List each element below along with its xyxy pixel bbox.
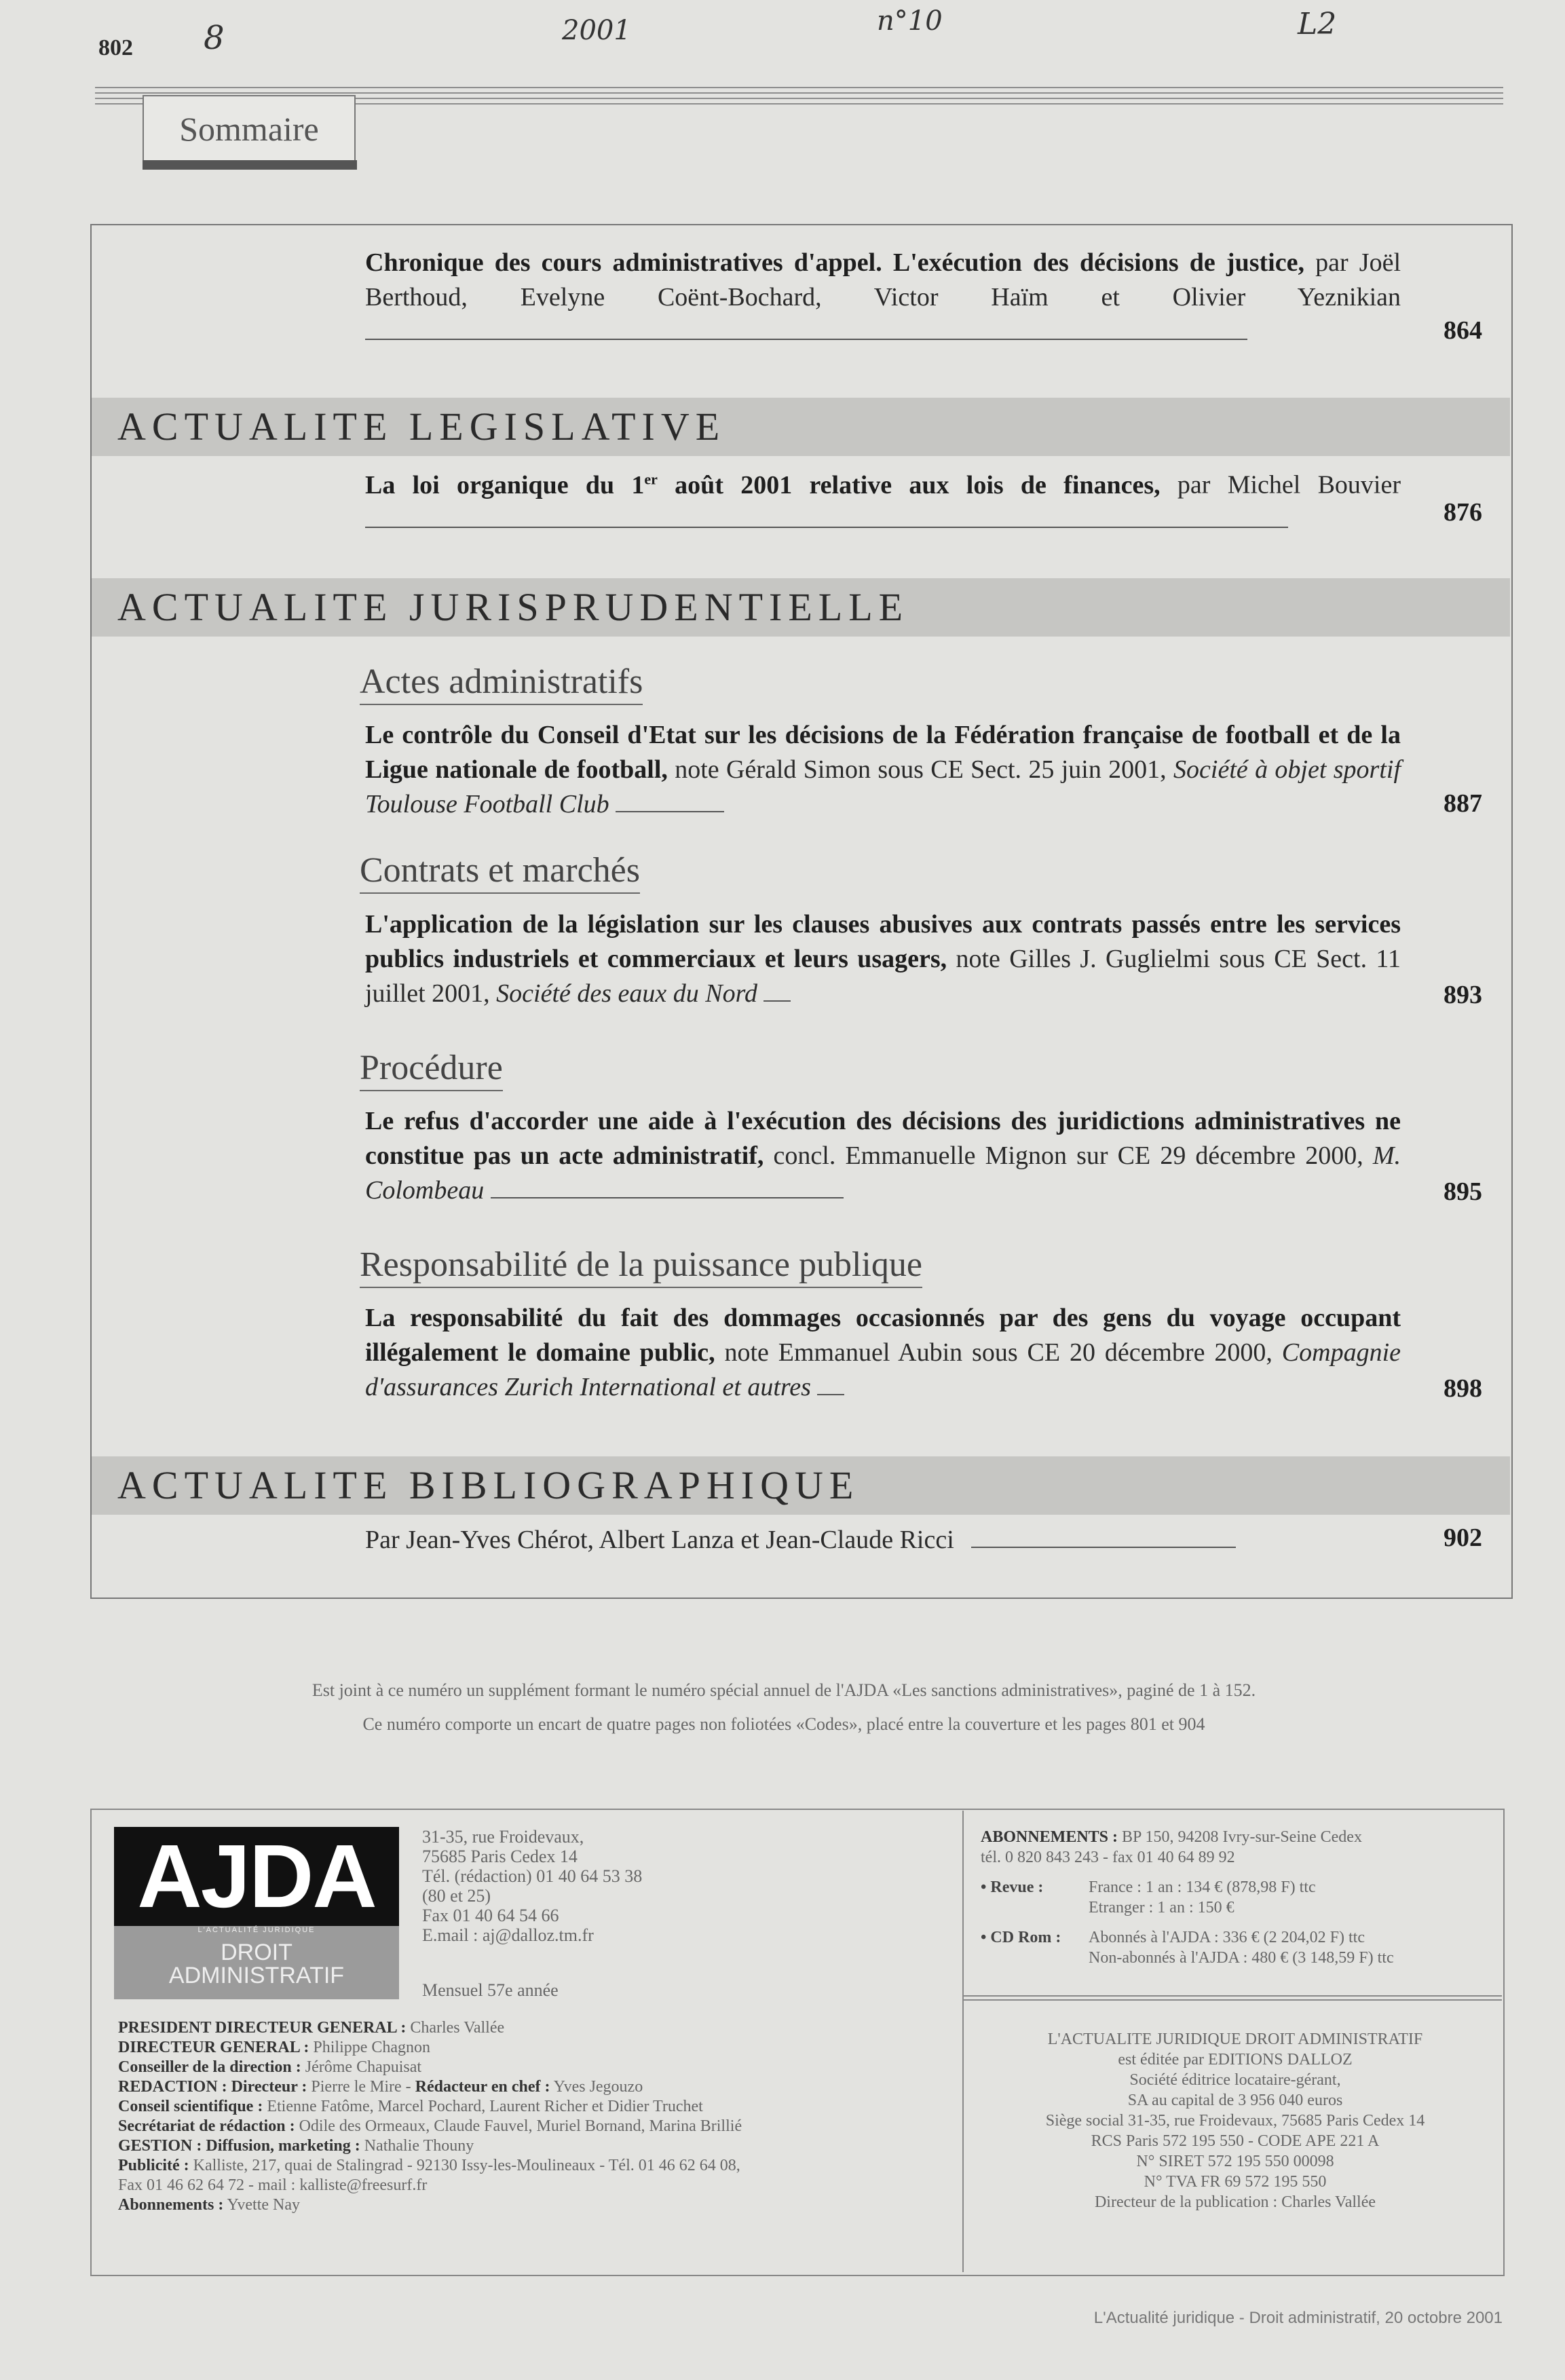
subscriptions-header: ABONNEMENTS : BP 150, 94208 Ivry-sur-Seine Cedex [981,1828,1362,1846]
staff-line: PRESIDENT DIRECTEUR GENERAL : Charles Vallée [118,2019,505,2037]
logo-tagline: L'ACTUALITÉ JURIDIQUE [197,1926,316,1934]
staff-line: Publicité : Kalliste, 217, quai de Stalingrad - 92130 Issy-les-Moulineaux - Tél. 01 46 62 64 08, [118,2157,740,2174]
subheading-contrats: Contrats et marchés [360,850,640,894]
logo-subtitle: DROIT ADMINISTRATIF [168,1940,345,1988]
supplement-note: Est joint à ce numéro un supplément formant le numéro spécial annuel de l'AJDA «Les sanctions administratives», paginé de 1 à 152. [312,1680,1256,1700]
staff-line: GESTION : Diffusion, marketing : Nathalie Thouny [118,2137,474,2155]
revue-price: France : 1 an : 134 € (878,98 F) ttc [1089,1878,1316,1896]
subheading-actes: Actes administratifs [360,662,643,705]
section-label-bar [143,160,357,170]
subheading-procedure: Procédure [360,1048,503,1091]
logo-title: AJDA [114,1827,399,1926]
editorial-address: 31-35, rue Froidevaux, 75685 Paris Cedex 14 Tél. (rédaction) 01 40 64 53 38 (80 et 25) Fax 01 40 64 54 66 E.mail : aj@dalloz.tm.fr [422,1827,643,1945]
toc-entry-responsabilite: La responsabilité du fait des dommages occasionnés par des gens du voyage occupant illégalement le domaine public, note Emmanuel Aubin sous CE 20 décembre 2000, Compagnie d'assurances Zurich International et autres [365,1304,1401,1401]
toc-entry-chronique: Chronique des cours administratives d'appel. L'exécution des décisions de justice, par Joël Berthoud, Evelyne Coënt-Bochard, Victor Haïm et Olivier Yeznikian [365,246,1401,350]
page-ref: 893 [1444,981,1482,1009]
handwritten-note: 8 [204,19,225,57]
staff-line: Conseiller de la direction : Jérôme Chapuisat [118,2058,422,2076]
page-ref: 864 [1444,316,1482,345]
publisher-divider [964,1995,1502,1997]
publisher-divider [964,1999,1502,2001]
section-heading: ACTUALITE JURISPRUDENTIELLE [117,585,909,629]
section-band-legislative [92,398,1510,456]
toc-entry-bibliographie: Par Jean-Yves Chérot, Albert Lanza et Jean-Claude Ricci [365,1523,1401,1557]
staff-line: Fax 01 46 62 64 72 - mail : kalliste@freesurf.fr [118,2176,428,2194]
staff-line: REDACTION : Directeur : Pierre le Mire - Rédacteur en chef : Yves Jegouzo [118,2078,643,2096]
insert-note: Ce numéro comporte un encart de quatre pages non foliotées «Codes», placé entre la couverture et les pages 801 et 904 [362,1714,1205,1734]
section-heading: ACTUALITE LEGISLATIVE [117,404,726,449]
section-band-jurisprudentielle [92,578,1510,637]
page-ref: 895 [1444,1177,1482,1206]
cdrom-label: • CD Rom : [981,1929,1061,1946]
staff-line: Abonnements : Yvette Nay [118,2196,301,2214]
staff-line: Conseil scientifique : Etienne Fatôme, Marcel Pochard, Laurent Richer et Didier Truchet [118,2098,703,2115]
section-label: Sommaire [143,95,356,163]
cdrom-price: Non-abonnés à l'AJDA : 480 € (3 148,59 F) ttc [1089,1949,1394,1967]
revue-price: Etranger : 1 an : 150 € [1089,1899,1234,1916]
staff-line: DIRECTEUR GENERAL : Philippe Chagnon [118,2039,431,2056]
subscriptions-contact: tél. 0 820 843 243 - fax 01 40 64 89 92 [981,1849,1235,1866]
toc-entry-actes: Le contrôle du Conseil d'Etat sur les décisions de la Fédération française de football et de la Ligue nationale de football, note Gérald Simon sous CE Sect. 25 juin 2001, Société à objet sportif Toulouse Football Club [365,721,1401,818]
handwritten-note: L2 [1298,7,1337,41]
section-heading: ACTUALITE BIBLIOGRAPHIQUE [117,1463,860,1507]
toc-entry-loi-organique: La loi organique du 1er août 2001 relative aux lois de finances, par Michel Bouvier [365,461,1401,537]
handwritten-note: n°10 [877,5,943,37]
page-footer: L'Actualité juridique - Droit administratif, 20 octobre 2001 [1093,2309,1503,2327]
header-rule [95,92,1503,94]
page-ref: 898 [1444,1374,1482,1403]
publisher-info: L'ACTUALITE JURIDIQUE DROIT ADMINISTRATIF est éditée par EDITIONS DALLOZ Société éditrice locataire-gérant, SA au capital de 3 956 040 euros Siège social 31-35, rue Froidevaux, 75685 Paris Cedex 14 RCS Paris 572 195 550 - CODE APE 221 A N° SIRET 572 195 550 00098 N° TVA FR 69 572 195 550 Directeur de la publication : Charles Vallée [1045,2030,1425,2211]
handwritten-note: 2001 [562,15,631,46]
section-band-bibliographique [92,1456,1510,1515]
page-number: 802 [98,35,133,60]
cdrom-price: Abonnés à l'AJDA : 336 € (2 204,02 F) ttc [1089,1929,1365,1946]
toc-entry-procedure: Le refus d'accorder une aide à l'exécution des décisions des juridictions administratives ne constitue pas un acte administratif, concl. Emmanuelle Mignon sur CE 29 décembre 2000, M. Colombeau [365,1107,1401,1205]
subheading-responsabilite: Responsabilité de la puissance publique [360,1245,922,1288]
page-ref: 876 [1444,498,1482,527]
periodicity: Mensuel 57e année [422,1980,559,2000]
toc-entry-contrats: L'application de la législation sur les clauses abusives aux contrats passés entre les services publics industriels et commerciaux et leurs usagers, note Gilles J. Guglielmi sous CE Sect. 11 juillet 2001, Société des eaux du Nord [365,910,1401,1008]
header-rule [95,87,1503,88]
staff-line: Secrétariat de rédaction : Odile des Ormeaux, Claude Fauvel, Muriel Bornand, Marina Brillié [118,2117,742,2135]
page-ref: 902 [1444,1524,1482,1552]
revue-label: • Revue : [981,1878,1044,1896]
imprint-divider [962,1811,964,2272]
page-ref: 887 [1444,789,1482,818]
